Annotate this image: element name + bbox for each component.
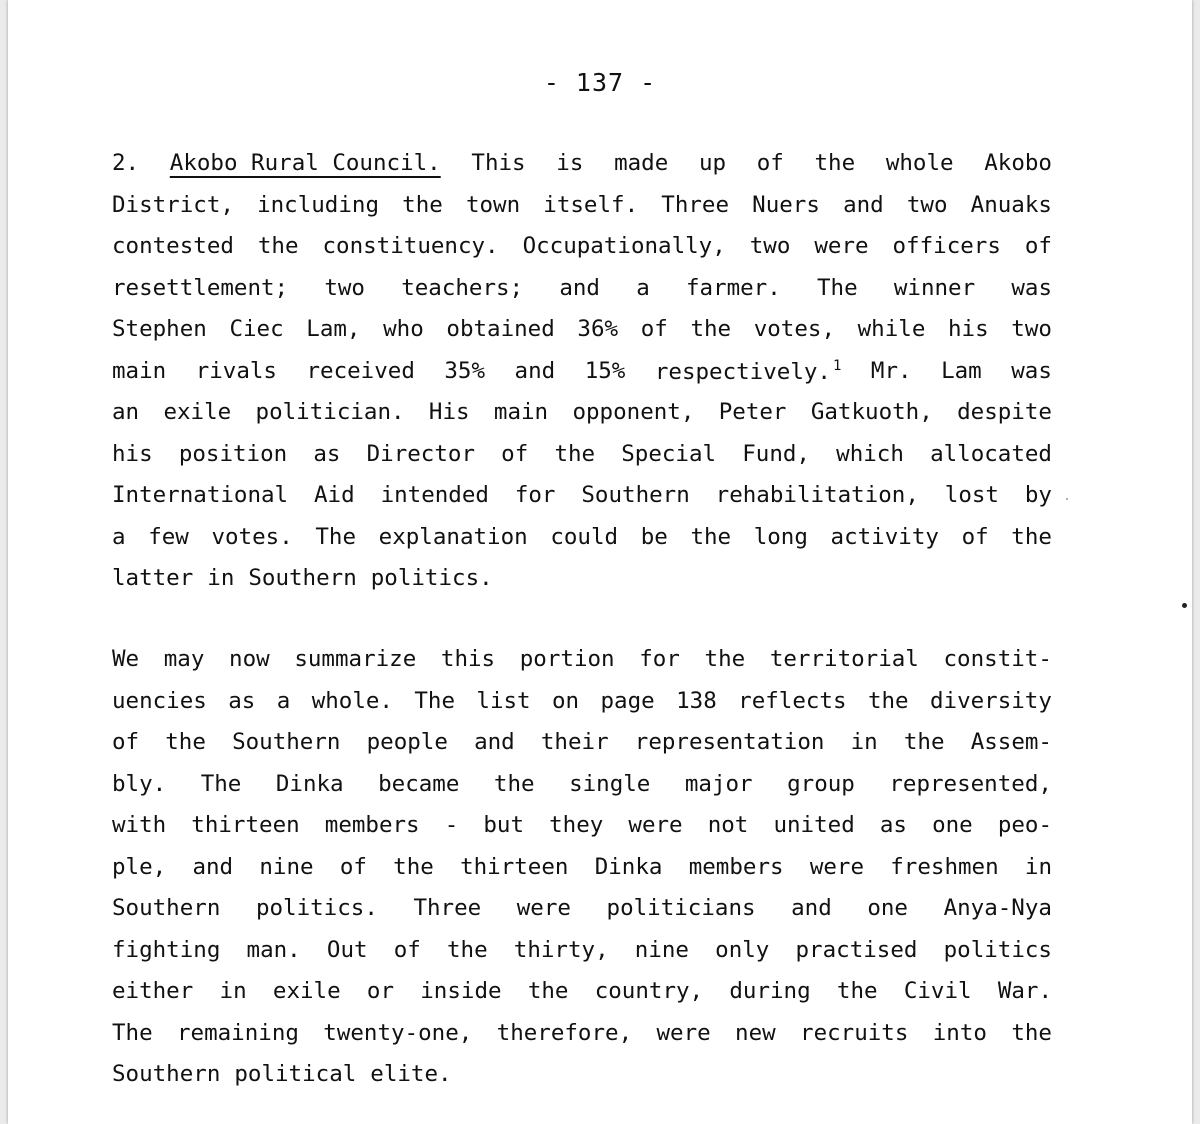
word: were (516, 895, 571, 921)
text-line (112, 150, 1052, 192)
word: by (1024, 482, 1052, 508)
text-line (112, 316, 1052, 358)
word: of (393, 936, 421, 963)
word: a (636, 274, 650, 301)
word: of (961, 523, 989, 550)
word: Special (621, 440, 717, 467)
text-line (112, 192, 1052, 234)
word: main (493, 399, 549, 425)
word: into (932, 1019, 987, 1046)
text-line (112, 812, 1052, 854)
word: or (366, 978, 394, 1004)
word: diversity (929, 687, 1052, 714)
word: page (600, 687, 655, 714)
word: contested (112, 233, 234, 259)
word: territorial (769, 646, 919, 672)
word: be (640, 523, 668, 550)
word: politics. (255, 895, 378, 921)
page-number: - 137 - (543, 68, 657, 97)
word: Anuaks (970, 191, 1052, 218)
word: whole (885, 150, 954, 176)
word: two (749, 233, 791, 259)
word: either (112, 978, 194, 1004)
word: the (690, 316, 732, 342)
word: the (554, 440, 596, 467)
word: therefore, (496, 1019, 633, 1046)
text-line (112, 688, 1052, 730)
word: position (178, 440, 288, 467)
word: and (559, 274, 600, 301)
word: Southern (112, 1061, 221, 1087)
word: made (614, 150, 669, 176)
text-line (112, 565, 1052, 607)
word: teachers; (401, 274, 524, 301)
word: became (378, 770, 460, 797)
word: Assem- (970, 729, 1052, 755)
word: man. (246, 936, 301, 963)
text-line (112, 358, 1052, 400)
word: Fund, (742, 440, 810, 467)
word: this (440, 646, 496, 672)
word: twenty-one, (323, 1019, 473, 1046)
word: rivals (195, 357, 277, 384)
word: the (257, 233, 299, 259)
word: and (192, 853, 234, 880)
word: 138 (676, 687, 717, 714)
word: including (257, 191, 379, 218)
word: The (200, 770, 242, 797)
word: remaining (177, 1019, 299, 1046)
word: Lam, (306, 316, 361, 342)
word: now (229, 646, 270, 672)
word: two (1011, 316, 1052, 342)
word: practised (795, 936, 918, 963)
word: in (207, 565, 235, 591)
word: members (324, 812, 420, 838)
word: itself. (543, 191, 639, 218)
word: Southern (112, 895, 221, 921)
word: the (704, 646, 746, 672)
word: uencies (112, 687, 207, 714)
word: but (483, 812, 525, 838)
word: and (514, 357, 556, 384)
text-line (112, 275, 1052, 317)
word: constituency. (322, 233, 499, 259)
word: in (219, 978, 247, 1004)
word: politics. (370, 565, 493, 591)
word: of (640, 316, 668, 342)
word: Nuers (752, 191, 820, 218)
text-line (112, 937, 1052, 979)
word: ple, (112, 853, 167, 880)
word: his (948, 316, 989, 342)
text-line (112, 729, 1052, 771)
word: represented, (889, 770, 1052, 797)
word: were (809, 853, 864, 880)
word: as (879, 812, 907, 838)
word: the (1011, 1019, 1052, 1046)
word: who (383, 316, 424, 342)
word: allocated (930, 440, 1052, 467)
word: obtained (446, 316, 555, 342)
word: Akobo (984, 150, 1052, 176)
word: the (836, 978, 878, 1004)
word: despite (957, 399, 1052, 425)
paragraph-akobo-rural-council (112, 150, 1052, 607)
footnote-marker: 1 (832, 357, 842, 374)
word: votes, (753, 316, 835, 342)
word: exile (163, 399, 232, 425)
word: 2. (112, 150, 140, 176)
word: Mr. (870, 357, 912, 384)
word: 35% (444, 357, 486, 384)
word: the (867, 687, 909, 714)
word: War. (997, 978, 1052, 1004)
text-line (112, 854, 1052, 896)
word: exile (272, 978, 341, 1004)
word: of (112, 729, 140, 755)
word: activity (830, 523, 939, 550)
word: Dinka (275, 770, 344, 797)
word: long (753, 523, 808, 550)
word: single (569, 770, 651, 797)
word: the (393, 853, 434, 880)
word: members (688, 853, 784, 880)
word: and (843, 191, 884, 218)
word: they (549, 812, 604, 838)
word: the (165, 729, 206, 755)
word: portion (519, 646, 615, 672)
word: Southern (581, 482, 690, 508)
word: few (148, 523, 189, 550)
word: not (707, 812, 749, 838)
word: of (756, 150, 784, 176)
word: one (932, 812, 973, 838)
word: Anya-Nya (943, 895, 1052, 921)
word: which (836, 440, 904, 467)
word: the (903, 729, 945, 755)
word: politicians (606, 895, 756, 921)
word: 36% (577, 316, 619, 342)
text-line (112, 441, 1052, 483)
word: farmer. (685, 274, 781, 301)
word: rehabilitation, (715, 482, 919, 508)
word: of (1024, 233, 1052, 259)
word: Dinka (594, 853, 663, 880)
word: main (112, 357, 167, 384)
text-line (112, 771, 1052, 813)
word: recruits (800, 1019, 909, 1046)
word: may (163, 646, 205, 672)
text-line (112, 1061, 1052, 1103)
word: fighting (112, 936, 221, 963)
word: latter (112, 565, 194, 591)
text-line (112, 233, 1052, 275)
word: on (552, 687, 580, 714)
word: country, (594, 978, 704, 1004)
word: The (414, 687, 456, 714)
text-line (112, 646, 1052, 688)
word: winner (893, 274, 976, 301)
word: with (112, 812, 167, 838)
word: while (857, 316, 926, 342)
word: constit- (943, 646, 1052, 672)
word: one (867, 895, 908, 921)
word: We (112, 646, 140, 672)
word: for (514, 482, 556, 508)
word: was (1011, 274, 1052, 301)
word: received (306, 357, 415, 384)
word: Ciec (229, 316, 284, 342)
word: The (112, 1019, 153, 1046)
paragraph-summary (112, 646, 1052, 1103)
word: united (773, 812, 855, 838)
word: representation (634, 729, 825, 755)
word: in (1024, 853, 1052, 880)
word: Aid (314, 482, 355, 508)
word: group (787, 770, 855, 797)
word: Out (326, 936, 368, 963)
word: as (313, 440, 341, 467)
word: as (228, 687, 256, 714)
word: Southern (248, 565, 357, 591)
text-line (112, 978, 1052, 1020)
word: the (1011, 523, 1052, 550)
word: Peter (718, 399, 787, 425)
word: a (276, 687, 291, 714)
word: explanation (378, 523, 528, 550)
word: Stephen (112, 316, 207, 342)
word: peo- (997, 812, 1052, 838)
word: the (527, 978, 569, 1004)
word: lost (944, 482, 999, 508)
word: political (234, 1061, 357, 1087)
text-line (112, 399, 1052, 441)
word: only (715, 936, 770, 963)
word: reflects (738, 687, 847, 714)
text-line (112, 895, 1052, 937)
word: for (639, 646, 680, 672)
section-heading: Akobo Rural Council. (169, 150, 441, 176)
word: officers (892, 233, 1001, 259)
word: two (324, 274, 365, 301)
word: The (315, 523, 357, 550)
word: The (817, 274, 858, 301)
word: summarize (294, 646, 417, 672)
word: International (112, 482, 289, 508)
document-page (8, 0, 1192, 1124)
text-line (112, 1020, 1052, 1062)
word: was (1011, 357, 1052, 384)
word: during (729, 978, 811, 1004)
word: an (112, 399, 140, 425)
word: votes. (211, 523, 293, 550)
word: District, (112, 191, 234, 218)
word: intended (380, 482, 489, 508)
word: Director (366, 440, 475, 467)
word: 15% (584, 357, 626, 384)
word: were (656, 1019, 711, 1046)
word: nine (259, 853, 314, 880)
word: politics (943, 936, 1052, 963)
word: thirteen (191, 812, 300, 838)
text-line (112, 524, 1052, 566)
word: his (112, 440, 153, 467)
word: town (465, 191, 521, 218)
word: were (814, 233, 869, 259)
word: Three (413, 895, 482, 921)
word: list (476, 687, 531, 714)
word: up (698, 150, 727, 176)
scan-speck (1182, 603, 1187, 608)
word: of (501, 440, 529, 467)
word: His (428, 399, 470, 425)
word: people (366, 729, 448, 755)
word: the (446, 936, 488, 963)
word: the (690, 523, 732, 550)
word: and (791, 895, 832, 921)
word: Civil (903, 978, 972, 1004)
word: bly. (112, 770, 167, 797)
word: Three (661, 191, 730, 218)
word: opponent, (572, 399, 695, 425)
word: and (474, 729, 515, 755)
word: two (906, 191, 948, 218)
word: their (540, 729, 609, 755)
text-line (112, 482, 1052, 524)
word: Gatkuoth, (810, 399, 933, 425)
word: Southern (232, 729, 341, 755)
word: This (471, 150, 526, 176)
word: the (402, 191, 443, 218)
scan-speck (1066, 498, 1068, 500)
word: whole. (311, 687, 393, 714)
word: the (814, 150, 856, 176)
word: resettlement; (112, 274, 289, 301)
word: the (493, 770, 535, 797)
word: thirteen (460, 853, 569, 880)
word: in (850, 729, 878, 755)
word: a (112, 523, 126, 550)
word: Lam (941, 357, 982, 384)
word: major (684, 770, 753, 797)
word: freshmen (890, 853, 999, 880)
word: could (550, 523, 619, 550)
word: - (444, 812, 459, 838)
word: is (556, 150, 584, 176)
word: elite. (370, 1061, 452, 1087)
word: were (628, 812, 683, 838)
word: inside (420, 978, 502, 1004)
word: of (339, 853, 367, 880)
word: politician. (255, 399, 405, 425)
word: Occupationally, (522, 233, 726, 259)
word: nine (634, 936, 689, 963)
word: thirty, (513, 936, 609, 963)
word: new (735, 1019, 776, 1046)
word: respectively. $^1$ (654, 357, 842, 385)
